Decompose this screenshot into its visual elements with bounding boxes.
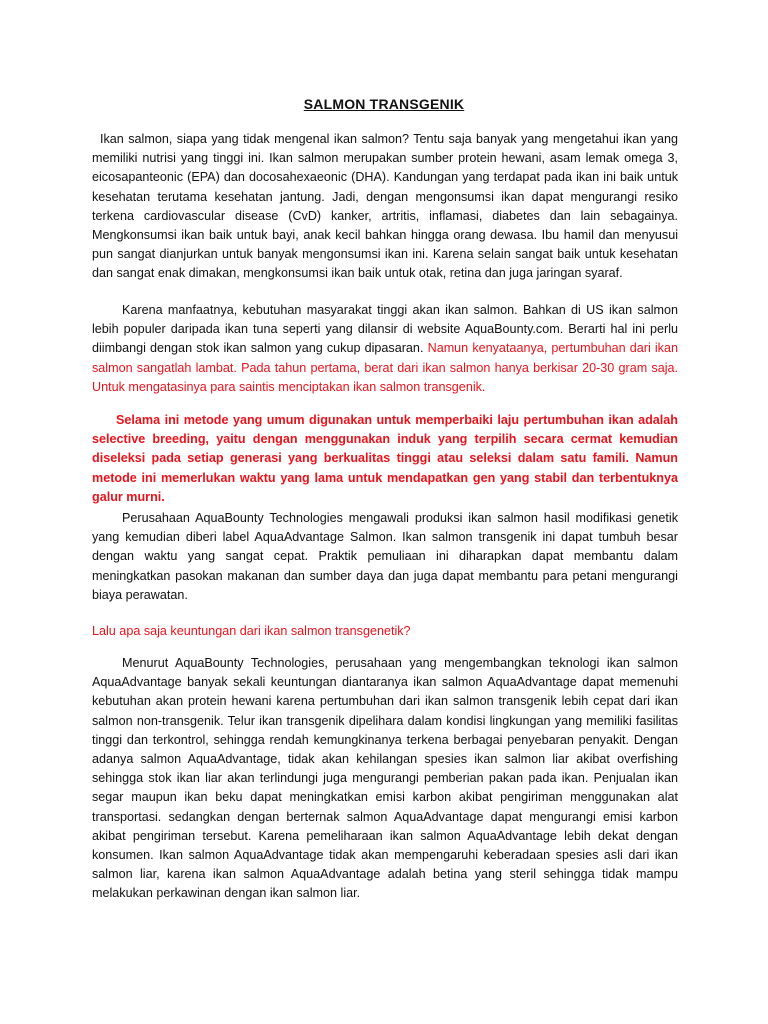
paragraph-demand-text: Karena manfaatnya, kebutuhan masyarakat tinggi akan ikan salmon. Bahkan di US ikan salmon lebih populer daripada ikan tuna seperti yang dilansir di website AquaBounty.com. Berarti hal ini perlu diimbangi dengan stok ikan salmon yang cukup dipasaran. bbox=[92, 303, 678, 356]
paragraph-demand-highlight: Namun kenyataanya, pertumbuhan dari ikan salmon sangatlah lambat. Pada tahun pertama, berat dari ikan salmon hanya berkisar 20-30 gram saja. Untuk mengatasinya para saintis menciptakan ikan salmon transgenik. bbox=[92, 341, 678, 394]
section-question: Lalu apa saja keuntungan dari ikan salmon transgenetik? bbox=[92, 624, 411, 638]
paragraph-benefits bbox=[92, 654, 678, 904]
paragraph-aquabounty bbox=[92, 509, 678, 605]
paragraph-benefits-text: Menurut AquaBounty Technologies, perusahaan yang mengembangkan teknologi ikan salmon AquaAdvantage banyak sekali keuntungan diantaranya ikan salmon AquaAdvantage dapat memenuhi kebutuhan akan protein hewani karena pertumbuhan dari ikan salmon transgenik lebih cepat dari ikan salmon non-transgenik. Telur ikan transgenik dipelihara dalam kondisi lingkungan yang memiliki fasilitas tinggi dan terkontrol, sehingga rendah kemungkinanya terkena berbagai penyebaran penyakit. Dengan adanya salmon AquaAdvantage, tidak akan kehilangan spesies ikan salmon liar akibat overfishing sehingga stok ikan liar akan terlindungi juga mengurangi pemberian pakan pada ikan. Penjualan ikan segar maupun ikan beku dapat meningkatkan emisi karbon akibat pengiriman menggunakan alat transportasi. sedangkan dengan berternak salmon AquaAdvantage dapat mengurangi emisi karbon akibat pengiriman tersebut. Karena pemeliharaan ikan salmon AquaAdvantage lebih dekat dengan konsumen. Ikan salmon AquaAdvantage tidak akan mempengaruhi keberadaan spesies asli dari ikan salmon liar, karena ikan salmon AquaAdvantage adalah betina yang steril sehingga tidak mampu melakukan perkawinan dengan ikan salmon liar. bbox=[92, 656, 678, 901]
paragraph-selective-breeding bbox=[92, 411, 678, 507]
document-title: SALMON TRANSGENIK bbox=[303, 96, 465, 112]
paragraph-aquabounty-text: Perusahaan AquaBounty Technologies mengawali produksi ikan salmon hasil modifikasi genetik yang kemudian diberi label AquaAdvantage Salmon. Ikan salmon transgenik ini dapat tumbuh besar dengan waktu yang sangat cepat. Praktik pemuliaan ini diharapkan dapat membantu dalam meningkatkan pasokan makanan dan sumber daya dan juga dapat membantu para petani mengurangi biaya perawatan. bbox=[92, 511, 678, 602]
paragraph-intro bbox=[92, 130, 678, 284]
paragraph-demand bbox=[92, 301, 678, 397]
paragraph-selective-breeding-text: Selama ini metode yang umum digunakan untuk memperbaiki laju pertumbuhan ikan adalah selective breeding, yaitu dengan menggunakan induk yang terpilih secara cermat kemudian diseleksi pada setiap generasi yang berkualitas tinggi atau seleksi dalam satu famili. Namun metode ini memerlukan waktu yang lama untuk mendapatkan gen yang stabil dan terbentuknya galur murni. bbox=[92, 413, 678, 504]
paragraph-intro-text: Ikan salmon, siapa yang tidak mengenal ikan salmon? Tentu saja banyak yang mengetahui ikan yang memiliki nutrisi yang tinggi ini. Ikan salmon merupakan sumber protein hewani, asam lemak omega 3, eicosapanteonic (EPA) dan docosahexaeonic (DHA). Kandungan yang terdapat pada ikan ini baik untuk kesehatan terutama kesehatan jantung. Jadi, dengan mengonsumsi ikan dapat mengurangi resiko terkena cardiovascular disease (CvD) kanker, artritis, inflamasi, diabetes dan lain sebagainya. Mengkonsumsi ikan baik untuk bayi, anak kecil bahkan hingga orang dewasa. Ibu hamil dan menyusui pun sangat dianjurkan untuk banyak mengonsumsi ikan ini. Karena selain sangat baik untuk kesehatan dan sangat enak dimakan, mengkonsumsi ikan baik untuk otak, retina dan juga jaringan syaraf. bbox=[92, 132, 678, 281]
